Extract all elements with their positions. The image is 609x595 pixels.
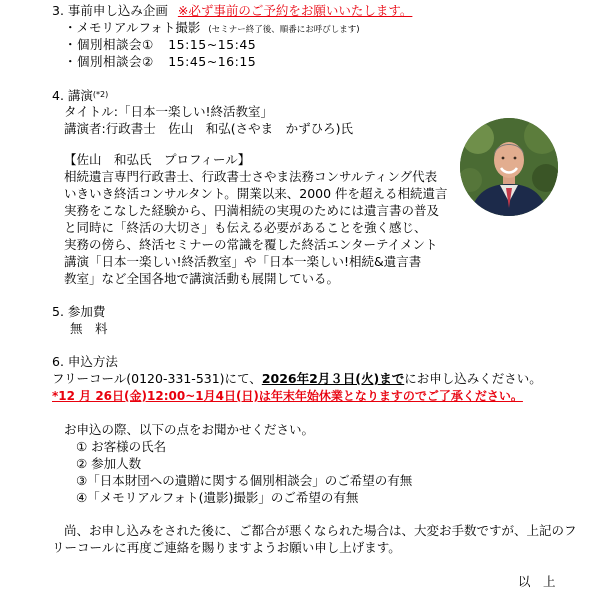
section-3-heading-line: [52, 3, 412, 19]
freecall-text: フリーコール(0120-331-531)にて、: [52, 371, 262, 386]
speaker-photo: [460, 118, 558, 216]
ask-item: ① お客様の氏名: [76, 439, 167, 454]
consultation-2-item: [64, 54, 256, 70]
ask-item: ② 参加人数: [76, 456, 142, 471]
profile-heading: 【佐山 和弘氏 プロフィール】: [64, 152, 251, 167]
consultation-1-time: 15:15~15:45: [168, 37, 257, 52]
memorial-photo-sub: (セミナー終了後、順番にお呼びします): [208, 25, 360, 35]
ask-item: ④「メモリアルフォト(遺影)撮影」のご希望の有無: [76, 490, 359, 505]
profile-line: 実務の傍ら、終活セミナーの常識を覆した終活エンターテイメント: [64, 237, 438, 252]
profile-line: 相続遺言専門行政書士、行政書士さやま法務コンサルティング代表: [64, 169, 438, 184]
section-4-heading: 4. 講演: [52, 88, 93, 103]
consultation-2-time: 15:45~16:15: [168, 54, 257, 69]
profile-line: と同時に「終活の大切さ」も伝える必要があることを強く感じ、: [64, 220, 427, 235]
profile-line: いきいき終活コンサルタント。開業以来、2000 件を超える相続遺言: [64, 186, 448, 201]
consultation-2-label: ・個別相談会②: [64, 54, 154, 69]
section-3-heading: 3. 事前申し込み企画: [52, 3, 168, 18]
lecture-title: タイトル:「日本一楽しい!終活教室」: [64, 104, 273, 119]
fee-value: 無 料: [70, 321, 108, 336]
end-mark: 以 上: [518, 574, 556, 589]
memorial-photo-label: ・メモリアルフォト撮影: [64, 20, 201, 35]
profile-line: 講演「日本一楽しい!終活教室」や「日本一楽しい!相続&遺言書: [64, 254, 422, 269]
consultation-1-item: [64, 37, 256, 53]
closing-line-1: 尚、お申し込みをされた後に、ご都合が悪くなられた場合は、大変お手数ですが、上記のフ: [64, 523, 577, 538]
memorial-photo-item: [64, 20, 360, 38]
closing-line-2: リーコールに再度ご連絡を賜りますようお願い申し上げます。: [52, 540, 401, 555]
section-6-heading: 6. 申込方法: [52, 354, 118, 369]
profile-line: 実務をこなした経験から、円満相続の実現のためには遺言書の普及: [64, 203, 440, 218]
section-5-heading: 5. 参加費: [52, 304, 106, 319]
consultation-1-label: ・個別相談会①: [64, 37, 154, 52]
holiday-notice: *12 月 26日(金)12:00~1月4日(日)は年末年始休業となりますのでご了承ください。: [52, 389, 523, 403]
freecall-line: [52, 371, 542, 387]
reservation-note: ※必ず事前のご予約をお願いいたします。: [177, 3, 413, 18]
profile-line: 教室」など全国各地で講演活動も展開している。: [64, 271, 340, 286]
lecture-speaker: 講演者:行政書士 佐山 和弘(さやま かずひろ)氏: [64, 121, 353, 136]
ask-item: ③「日本財団への遺贈に関する個別相談会」のご希望の有無: [76, 473, 413, 488]
section-4-mark: (*2): [92, 90, 109, 99]
section-4-heading-line: [52, 87, 108, 104]
deadline-date: 2026年2月３日(火)まで: [261, 371, 405, 386]
freecall-text-end: にお申し込みください。: [404, 371, 542, 386]
ask-intro: お申込の際、以下の点をお聞かせください。: [64, 422, 315, 437]
